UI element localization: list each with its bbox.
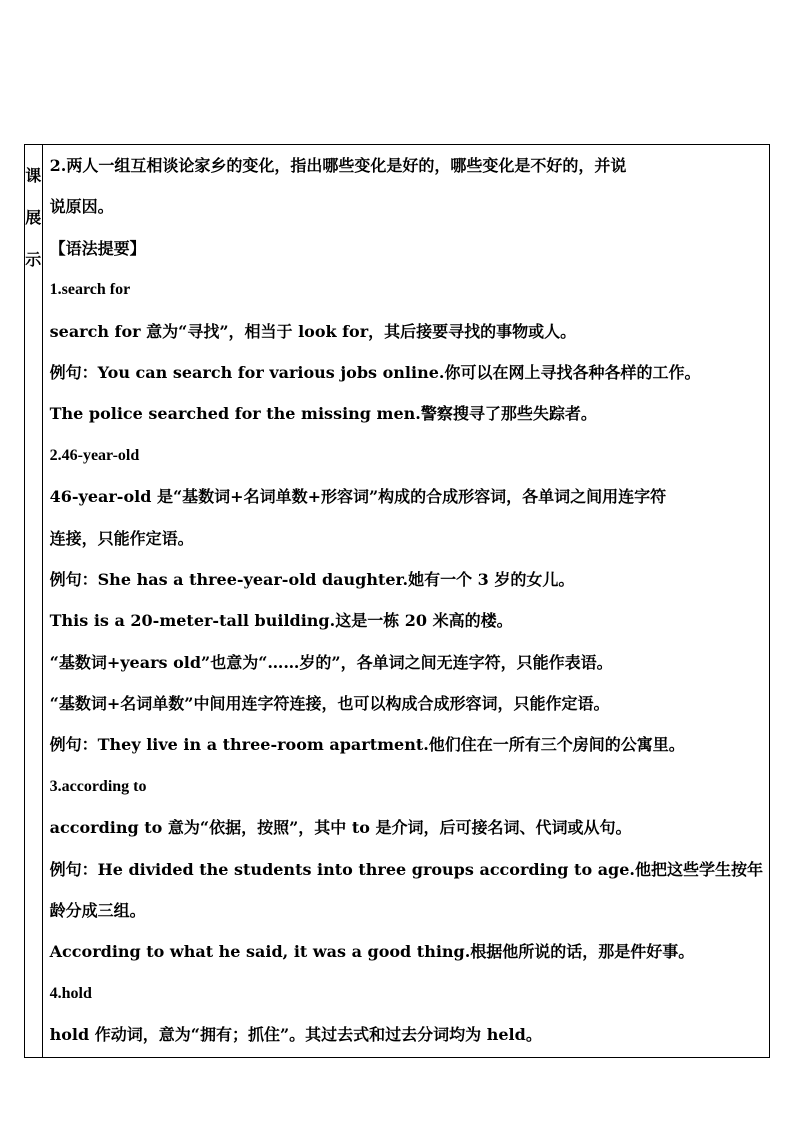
content-line: 46-year-old 是“基数词+名词单数+形容词”构成的合成形容词，各单词之间用连字符 bbox=[49, 487, 667, 507]
section-label-char: 课 bbox=[25, 166, 42, 185]
example-line: The police searched for the missing men.警察搜寻了那些失踪者。 bbox=[49, 404, 597, 424]
grammar-heading: 【语法提要】 bbox=[49, 238, 146, 258]
content-line: 连接，只能作定语。 bbox=[49, 528, 194, 548]
lesson-table bbox=[24, 144, 770, 1058]
example-line: 例句：She has a three-year-old daughter.她有一个 3 岁的女儿。 bbox=[49, 569, 575, 589]
content-line: according to 意为“依据，按照”，其中 to 是介词，后可接名词、代词或从句。 bbox=[49, 818, 632, 838]
example-line: 例句：You can search for various jobs online.你可以在网上寻找各种各样的工作。 bbox=[49, 362, 701, 382]
content-line: 2.两人一组互相谈论家乡的变化，指出哪些变化是好的，哪些变化是不好的，并说 bbox=[49, 156, 627, 175]
grammar-point-title: 2.46-year-old bbox=[49, 446, 140, 464]
content-line: hold 作动词，意为“拥有；抓住”。其过去式和过去分词均为 held。 bbox=[49, 1025, 542, 1045]
example-line: 例句：He divided the students into three groups according to age.他把这些学生按年 bbox=[49, 859, 763, 879]
example-line: This is a 20-meter-tall building.这是一栋 20 米高的楼。 bbox=[49, 611, 513, 631]
content-line: “基数词+名词单数”中间用连字符连接，也可以构成合成形容词，只能作定语。 bbox=[49, 694, 610, 714]
section-label-char: 展 bbox=[25, 208, 42, 227]
grammar-point-title: 3.according to bbox=[49, 777, 147, 795]
grammar-point-title: 1.search for bbox=[49, 281, 131, 299]
content-line: “基数词+years old”也意为“……岁的”，各单词之间无连字符，只能作表语。 bbox=[49, 652, 613, 672]
example-line: 例句：They live in a three-room apartment.他们住在一所有三个房间的公寓里。 bbox=[49, 735, 685, 755]
content-line: search for 意为“寻找”，相当于 look for，其后接要寻找的事物或人。 bbox=[49, 321, 577, 341]
example-line: 龄分成三组。 bbox=[49, 901, 146, 921]
example-line: According to what he said, it was a good thing.根据他所说的话，那是件好事。 bbox=[49, 942, 695, 962]
content-cell bbox=[43, 145, 769, 1057]
section-label-char: 示 bbox=[25, 250, 42, 269]
grammar-point-title: 4.hold bbox=[49, 984, 92, 1002]
content-line: 说原因。 bbox=[49, 197, 114, 217]
section-label-cell bbox=[25, 145, 43, 1057]
